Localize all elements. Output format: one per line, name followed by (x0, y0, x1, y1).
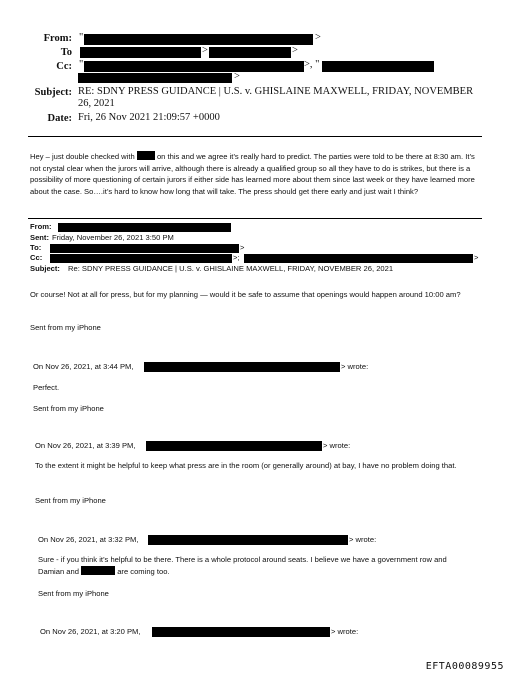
quote-3-body-part-2: are coming too. (117, 566, 170, 576)
to-bracket-1: > (202, 45, 208, 56)
quote-1-body: Perfect. (33, 383, 60, 392)
redaction-to-2 (209, 47, 291, 58)
cc-quote: " (79, 59, 84, 70)
message-1-body: Or course! Not at all for press, but for my planning — would it be safe to assume that openings would happen around 10:00 am? (30, 290, 461, 299)
forwarded-divider (28, 218, 482, 219)
subject-value: RE: SDNY PRESS GUIDANCE | U.S. v. GHISLAINE MAXWELL, FRIDAY, NOVEMBER 26, 2021 (78, 86, 474, 109)
to-label: To (60, 47, 72, 58)
fwd-from-label: From: (30, 222, 52, 231)
from-bracket: > (315, 32, 321, 43)
from-label: From: (43, 33, 72, 44)
fwd-cc-separator: >; (233, 253, 240, 262)
redaction-quote-1-sender (144, 362, 340, 372)
fwd-sent-value: Friday, November 26, 2021 3:50 PM (52, 233, 174, 242)
fwd-to-bracket: > (240, 243, 245, 252)
redaction-quote-3-sender (148, 535, 348, 545)
cc-separator: >, " (304, 59, 320, 70)
quote-2-body: To the extent it might be helpful to keep what press are in the room (or generally around) at bay, I have no problem doing that. (35, 461, 457, 470)
redaction-fwd-to (50, 244, 239, 253)
fwd-subject-value: Re: SDNY PRESS GUIDANCE | U.S. v. GHISLAINE MAXWELL, FRIDAY, NOVEMBER 26, 2021 (68, 264, 394, 273)
date-label: Date: (47, 113, 72, 124)
quote-1-signature: Sent from my iPhone (33, 404, 104, 413)
redaction-fwd-cc-1 (50, 254, 232, 263)
cc-bracket: > (234, 71, 240, 82)
redaction-to-1 (80, 47, 201, 58)
message-1-signature: Sent from my iPhone (30, 323, 101, 332)
redaction-from (84, 34, 313, 45)
quote-3-wrote: > wrote: (349, 535, 377, 544)
quote-3-body (38, 554, 474, 577)
redaction-quote-2-sender (146, 441, 322, 451)
redaction-cc-3 (78, 73, 232, 83)
fwd-cc-label: Cc: (30, 253, 43, 262)
subject-label: Subject: (34, 87, 72, 98)
header-divider (28, 136, 482, 137)
to-bracket-2: > (292, 45, 298, 56)
quote-2-intro: On Nov 26, 2021, at 3:39 PM, (35, 441, 136, 450)
quote-2-signature: Sent from my iPhone (35, 496, 106, 505)
quote-1-wrote: > wrote: (341, 362, 369, 371)
redaction-cc-1 (84, 61, 304, 72)
cc-label: Cc: (56, 61, 72, 72)
redaction-fwd-cc-2 (244, 254, 473, 263)
date-value: Fri, 26 Nov 2021 21:09:57 +0000 (78, 112, 220, 123)
redaction-quote-3-name (81, 566, 115, 575)
quote-4-wrote: > wrote: (331, 627, 359, 636)
redaction-fwd-from (58, 223, 231, 232)
fwd-to-label: To: (30, 243, 42, 252)
quote-3-body-part-1: Sure - if you think it’s helpful to be there. There is a whole protocol around seats. I believe we have a government row and Damian and (38, 555, 447, 576)
quote-2-wrote: > wrote: (323, 441, 351, 450)
fwd-sent-label: Sent: (30, 233, 49, 242)
quote-1-intro: On Nov 26, 2021, at 3:44 PM, (33, 362, 134, 371)
redaction-cc-2 (322, 61, 434, 72)
quote-4-intro: On Nov 26, 2021, at 3:20 PM, (40, 627, 141, 636)
fwd-cc-bracket: > (474, 253, 479, 262)
reply-body (30, 151, 480, 197)
redaction-reply-name (137, 151, 155, 160)
document-id: EFTA00089955 (425, 661, 504, 672)
from-quote: " (79, 32, 84, 43)
redaction-quote-4-sender (152, 627, 330, 637)
reply-part-1: Hey – just double checked with (30, 152, 135, 161)
quote-3-signature: Sent from my iPhone (38, 589, 109, 598)
quote-3-intro: On Nov 26, 2021, at 3:32 PM, (38, 535, 139, 544)
fwd-subject-label: Subject: (30, 264, 60, 273)
reply-part-2: on this and we agree it’s really hard to predict. The parties were told to be there at 8:30 am. It’s not crystal clear when the jurors will arrive, although there is already a qualified group so all they have to do is strikes, but there is a possibility of more questioning of certain jurors if either side has learned more about them since last week or they have learned more about the case. So….it’s hard to know how long that will take. The press should get there early and just wait I think? (30, 152, 475, 196)
